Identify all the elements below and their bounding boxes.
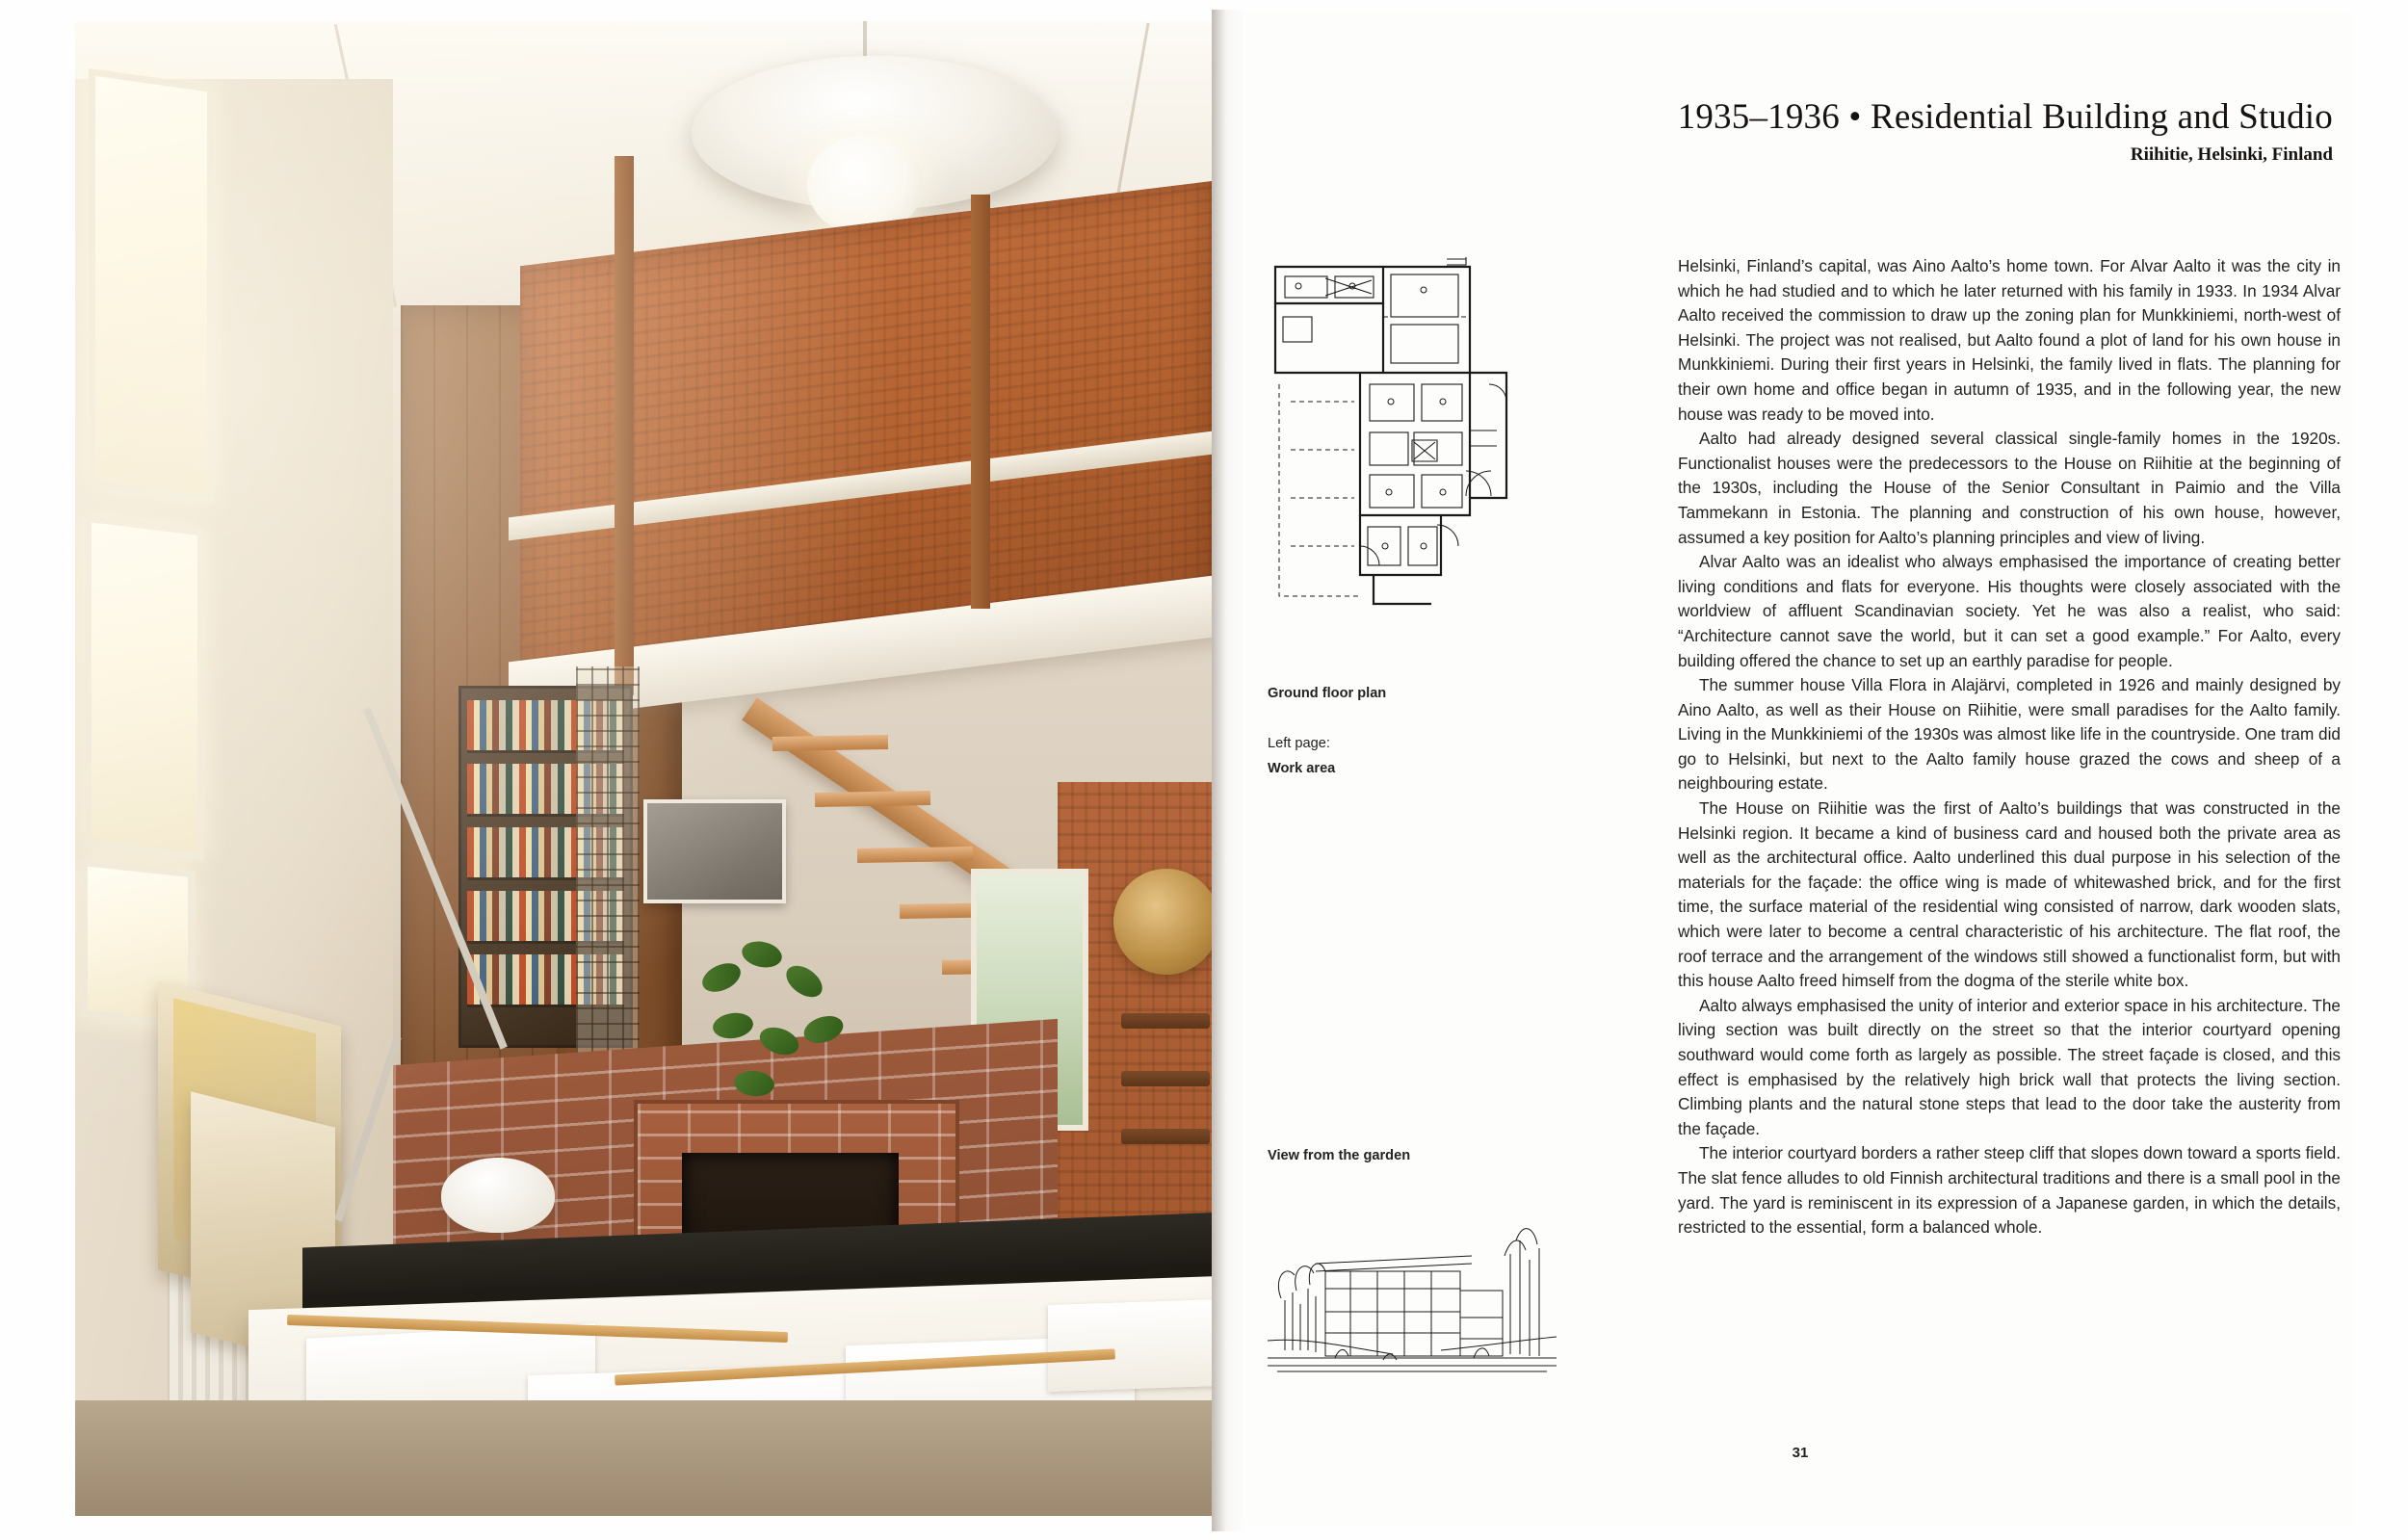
page-title: 1935–1936 • Residential Building and Studio: [1677, 97, 2333, 137]
caption-left-page-label: Left page:: [1268, 736, 1330, 751]
wall-bar: [1121, 1129, 1210, 1144]
stair-step: [857, 847, 973, 863]
window-upper: [89, 68, 214, 504]
garden-view-sketch: [1268, 1196, 1557, 1389]
paragraph: Aalto always emphasised the unity of interior and exterior space in his architecture. The living section was built directly on the street so that the interior courtyard opening southward would come forth as largely as possible. The street façade is closed, and this effect is emphasised by the relatively high brick wall that protects the living section. Climbing plants and the natural stone steps that lead to the door take the austerity from the façade.: [1678, 995, 2341, 1138]
timber-post: [615, 156, 634, 695]
caption-view-from-garden: View from the garden: [1268, 1148, 1411, 1163]
left-page: [75, 21, 1212, 1516]
right-page: [1246, 12, 2354, 1524]
work-area-photograph: [75, 21, 1212, 1516]
paragraph: The summer house Villa Flora in Alajärvi, completed in 1926 and mainly designed by Aino Aalto, as well as their House on Riihitie, were small paradises for the Aalto family. Living in the Munkkiniemi of the 1930s was almost like life in the countryside. One tram did go to Helsinki, but next to the Aalto family house grazed the cows and sheep of a neighbouring estate.: [1678, 675, 2341, 794]
potted-plant: [692, 936, 865, 1109]
page-subtitle: Riihitie, Helsinki, Finland: [2130, 144, 2333, 165]
paragraph: Aalto had already designed several classical single-family homes in the 1920s. Functionalist houses were the predecessors to the House on Riihitie at the beginning of the 1930s, including the House of the Senior Consultant in Paimio and the Villa Tammekann in Estonia. The planning and construction of his own house, however, assumed a key position for Aalto’s planning principles and view of living.: [1678, 429, 2341, 547]
book-gutter-shadow: [1212, 10, 1246, 1531]
wall-bar: [1121, 1071, 1210, 1086]
plant-leaf: [756, 1023, 802, 1060]
wall-bar: [1121, 1013, 1210, 1029]
stair-step: [772, 735, 888, 751]
plant-leaf: [711, 1010, 754, 1041]
framed-photograph-on-wall: [643, 799, 786, 903]
page-number: 31: [1792, 1445, 1809, 1461]
plant-leaf: [697, 957, 745, 997]
caption-work-area: Work area: [1268, 761, 1336, 776]
drawing-sheet: [1048, 1299, 1212, 1392]
plant-leaf: [780, 959, 827, 1004]
paragraph: The interior courtyard borders a rather steep cliff that slopes down toward a sports field. The slat fence alludes to old Finnish architectural traditions and there is a small pool in the yard. The yard is reminiscent in its expression of a Japanese garden, in which the details, restricted to the essential, form a balanced whole.: [1678, 1143, 2341, 1238]
plant-leaf: [800, 1011, 847, 1048]
stair-step: [815, 791, 930, 807]
caption-ground-floor-plan: Ground floor plan: [1268, 686, 1387, 701]
window-middle: [85, 514, 204, 860]
floor: [75, 1400, 1212, 1516]
timber-post: [971, 195, 990, 609]
floor-plan-svg: [1268, 257, 1547, 633]
pendant-lamp-cord: [863, 21, 867, 60]
ground-floor-plan-drawing: [1268, 257, 1547, 633]
grid-screen-partition: [576, 666, 640, 1071]
plant-leaf: [740, 938, 784, 971]
paragraph: Alvar Aalto was an idealist who always emphasised the importance of creating better living conditions and flats for everyone. His thoughts were closely associated with the worldview of affluent Scandinavian society. Yet he was also a realist, who said: “Architecture cannot save the world, but it can set a good example.” For Aalto, every building offered the chance to set up an earthly paradise for people.: [1678, 552, 2341, 670]
plant-leaf: [733, 1069, 775, 1098]
paragraph: The House on Riihitie was the first of Aalto’s buildings that was constructed in the Helsinki region. It became a kind of business card and housed both the private area as well as the architectural office. Aalto underlined this dual purpose in his selection of the materials for the façade: the office wing is made of whitewashed brick, and for the first time, the surface material of the residential wing consisted of narrow, dark wooden slats, which were later to become a central characteristic of his architecture. The flat roof, the roof terrace and the arrangement of the windows still showed a functionalist form, but with this house Aalto freed himself from the dogma of the sterile white box.: [1678, 798, 2341, 991]
article-body: [1678, 254, 2341, 1240]
desk-lamp-shade: [441, 1158, 555, 1233]
round-wall-object: [1113, 869, 1212, 975]
garden-sketch-svg: [1268, 1196, 1557, 1389]
paragraph: Helsinki, Finland’s capital, was Aino Aalto’s home town. For Alvar Aalto it was the city in which he had studied and to which he later returned with his family in 1933. In 1934 Alvar Aalto received the commission to draw up the zoning plan for Munkkiniemi, north-west of Helsinki. The project was not realised, but Aalto found a plot of land for his own house in Munkkiniemi. During their first years in Helsinki, the family lived in flats. The planning for their own home and office began in autumn of 1935, and in the following year, the new house was ready to be moved into.: [1678, 256, 2341, 424]
